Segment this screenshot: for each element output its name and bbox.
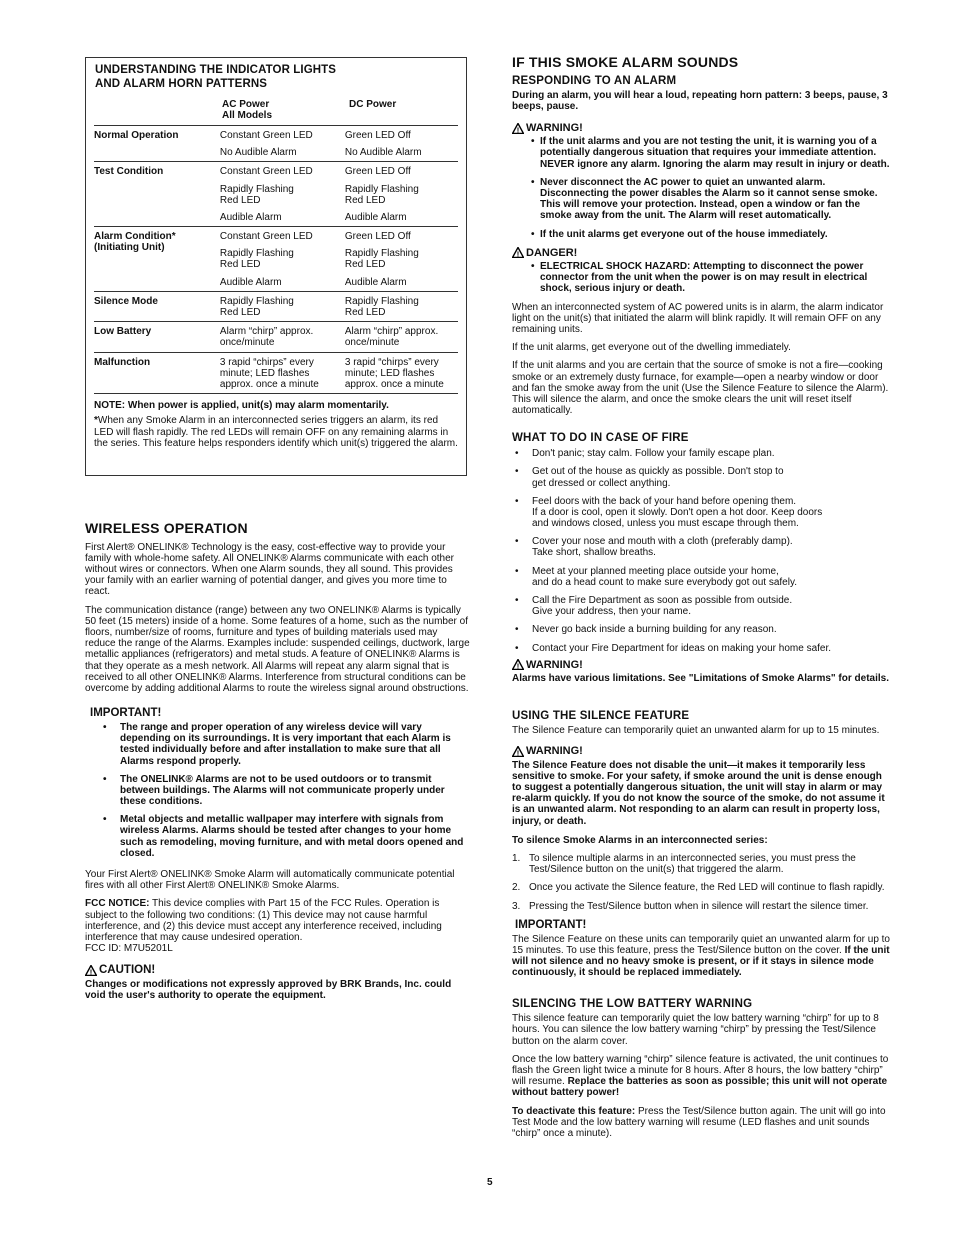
col-ac-power: AC Power All Models xyxy=(222,98,273,121)
ac-cell: Constant Green LED Rapidly Flashing Red LED Audible Alarm xyxy=(219,231,313,288)
silence-steps xyxy=(512,853,894,912)
ac-cell: Constant Green LED Rapidly Flashing Red LED Audible Alarm xyxy=(219,166,313,223)
list-item: • The range and proper operation of any wireless device will vary depending on its surroundings. It is very important that each Alarm is tested individually before and after installation to make sure that all Alarms respond properly. xyxy=(100,722,470,767)
wireless-p3: Your First Alert® ONELINK® Smoke Alarm will automatically communicate potential fires with all other First Alert® ONELINK® Smoke Alarms. xyxy=(85,869,455,892)
indicator-row xyxy=(94,352,458,394)
ac-cell: Rapidly Flashing Red LED xyxy=(219,295,294,319)
warning-icon xyxy=(512,659,524,670)
indicator-table-box xyxy=(85,57,467,476)
col-dc-power: DC Power xyxy=(349,98,397,110)
important-list xyxy=(100,722,470,859)
dc-cell: 3 rapid “chirps” every minute; LED flashes approx. once a minute xyxy=(344,356,444,390)
battery-p2: Once the low battery warning “chirp” silence feature is activated, the unit continues to flash the Green light twice a minute for 8 hours. After 8 hours, the low battery “chirp” will resume. Replace the batteries as soon as possible; this unit will not operate without battery power! xyxy=(512,1053,889,1099)
list-item: • Meet at your planned meeting place outside your home, and do a head count to make sure everybody got out safely. xyxy=(512,566,894,588)
important-label: IMPORTANT! xyxy=(90,707,162,720)
danger-list xyxy=(530,261,894,295)
indicator-row xyxy=(94,161,458,226)
important-label-2: IMPORTANT! xyxy=(515,918,587,931)
row-label: Silence Mode xyxy=(94,295,158,307)
row-label: Malfunction xyxy=(94,356,151,368)
wireless-p1: First Alert® ONELINK® Technology is the easy, cost-effective way to provide your family with whole-home safety. All ONELINK® Alarms communicate with each other without wires or connectors. When one Alarm sounds, they all sound. This provides your family with an earlier warning of potential danger, and gives you more time to react. xyxy=(85,541,454,598)
warning-icon xyxy=(512,746,524,757)
danger-icon xyxy=(512,247,524,258)
dc-cell: Alarm “chirp” approx. once/minute xyxy=(344,326,439,349)
svg-text:!: ! xyxy=(516,124,520,134)
list-item: • Feel doors with the back of your hand before opening them. If a door is cool, open it slowly. Don't open a hot door. Keep doors and windows closed, unless you must escape through them. xyxy=(512,496,894,530)
warning-icon xyxy=(512,123,524,134)
indicator-rows xyxy=(94,125,458,393)
battery-p3: To deactivate this feature: Press the Test/Silence button again. The unit will go into Test Mode and the low battery warning will resume (LED flashes and unit sounds “chirp” once a minute). xyxy=(512,1105,886,1139)
fcc-id: FCC ID: M7U5201L xyxy=(85,943,173,955)
fire-list xyxy=(512,448,894,654)
dc-cell: Green LED Off Rapidly Flashing Red LED Audible Alarm xyxy=(344,166,419,223)
sounds-intro: During an alarm, you will hear a loud, repeating horn pattern: 3 beeps, pause, 3 beeps, pause. xyxy=(512,89,888,112)
list-item: • Contact your Fire Department for ideas on making your home safer. xyxy=(512,643,894,654)
sounds-heading: IF THIS SMOKE ALARM SOUNDS xyxy=(512,54,739,70)
caution-text: Changes or modifications not expressly approved by BRK Brands, Inc. could void the user's authority to operate the equipment. xyxy=(85,979,452,1002)
list-item: • Cover your nose and mouth with a cloth (preferably damp). Take short, shallow breaths. xyxy=(512,536,894,558)
silence-intro: The Silence Feature can temporarily quiet an unwanted alarm for up to 15 minutes. xyxy=(512,725,880,737)
fire-heading: WHAT TO DO IN CASE OF FIRE xyxy=(512,432,689,445)
indicator-note: NOTE: When power is applied, unit(s) may alarm momentarily. *When any Smoke Alarm in an interconnected series triggers an alarm, its red LED will flash rapidly. The red LEDs will remain OFF on any remaining alarms in the series. This feature helps responders identify which unit(s) triggered the alarm. xyxy=(94,393,458,449)
silence-warning: The Silence Feature does not disable the unit—it makes it temporarily less sensitive to smoke. For your safety, if smoke around the unit is dense enough to suggest a potentially dangerous situation, the unit will stay in alarm or may re-alarm quickly. If you do not know the source of the smoke, do not assume it is an unwanted alarm. Not responding to an alarm can result in property loss, injury, or death. xyxy=(512,759,885,827)
silence-steps-label: To silence Smoke Alarms in an interconnected series: xyxy=(512,834,768,846)
indicator-row xyxy=(94,321,458,351)
ac-cell: Constant Green LED No Audible Alarm xyxy=(219,129,313,159)
list-item: • Metal objects and metallic wallpaper may interfere with signals from wireless Alarms. Alarms should be tested after changes to your home such as remodeling, moving furniture, and with metal doors opened and closed. xyxy=(100,814,470,859)
svg-text:!: ! xyxy=(89,967,93,977)
warning-label-2: ! WARNING! xyxy=(512,659,894,671)
wireless-p2: The communication distance (range) between any two ONELINK® Alarms is typically 50 feet (15 meters) inside of a home. Some features of a home, such as the number of floors, number/size of rooms, furniture and types of building materials used may reduce the range of the Alarms. Examples include: suspended ceilings, ductwork, large metallic appliances (refrigerators) and metal studs. A feature of ONELINK® Alarms is that they operate as a mesh network. All Alarms will repeat any alarm signal that is received to all other ONELINK® Alarms. Interference from structural conditions can be overcome by adding additional Alarms to route the wireless signal around obstructions. xyxy=(85,604,470,694)
list-item: • Get out of the house as quickly as possible. Don't stop to get dressed or collect anything. xyxy=(512,466,894,488)
list-item: • Call the Fire Department as soon as possible from outside. Give your address, then your name. xyxy=(512,595,894,617)
list-item: • If the unit alarms and you are not testing the unit, it is warning you of a potentially dangerous situation that requires your immediate attention. NEVER ignore any alarm. Ignoring the alarm may result in injury or death. xyxy=(530,136,894,170)
page-number: 5 xyxy=(487,1177,493,1188)
right-column xyxy=(512,55,894,1146)
wireless-heading: WIRELESS OPERATION xyxy=(85,520,248,536)
indicator-row xyxy=(94,125,458,161)
row-label: Normal Operation xyxy=(94,129,179,141)
warning-list xyxy=(530,136,894,240)
silence-important: The Silence Feature on these units can temporarily quiet an unwanted alarm for up to 15 minutes. To use this feature, press the Test/Silence button on the cover. If the unit will not silence and no heavy smoke is present, or if it stays in silence mode continuously, it should be replaced immediately. xyxy=(512,933,890,979)
indicator-header xyxy=(94,99,458,121)
caution-icon xyxy=(85,965,97,976)
ac-cell: Alarm “chirp” approx. once/minute xyxy=(219,326,314,349)
ac-cell: 3 rapid “chirps” every minute; LED flashes approx. once a minute xyxy=(219,356,319,390)
list-item: • Never disconnect the AC power to quiet an unwanted alarm. Disconnecting the power disables the Alarm so it cannot sense smoke. This will remove your protection. Instead, open a window or fan the smoke away from the unit. The Alarm will reset automatically. xyxy=(530,177,894,222)
caution-label: ! CAUTION! xyxy=(85,964,470,977)
dc-cell: Rapidly Flashing Red LED xyxy=(344,295,419,319)
battery-heading: SILENCING THE LOW BATTERY WARNING xyxy=(512,998,753,1011)
indicator-row xyxy=(94,291,458,321)
svg-text:!: ! xyxy=(516,249,520,259)
sounds-p3: If the unit alarms and you are certain that the source of smoke is not a fire—cooking smoke or an extremely dusty furnace, for example—open a nearby window or door and fan the smoke away from the unit (Use the Silence Feature to silence the Alarm). This will silence the alarm, and once the smoke clears the unit will reset itself automatically. xyxy=(512,360,889,417)
dc-cell: Green LED Off No Audible Alarm xyxy=(344,129,422,159)
list-item: • ELECTRICAL SHOCK HAZARD: Attempting to disconnect the power connector from the unit when the power is on may result in electrical shock, serious injury or death. xyxy=(530,261,894,295)
sounds-p2: If the unit alarms, get everyone out of the dwelling immediately. xyxy=(512,342,791,354)
warning-label-3: ! WARNING! xyxy=(512,745,894,757)
indicator-row xyxy=(94,226,458,291)
list-item: • Don't panic; stay calm. Follow your family escape plan. xyxy=(512,448,894,459)
fcc-notice: FCC NOTICE: This device complies with Part 15 of the FCC Rules. Operation is subject to the following two conditions: (1) This device may not cause harmful interference, and (2) this device must accept any interference received, including interference that may cause undesired operation. xyxy=(85,898,442,943)
svg-text:!: ! xyxy=(516,748,520,758)
warning-label-1: ! WARNING! xyxy=(512,122,894,134)
step-item: 1. To silence multiple alarms in an interconnected series, you must press the Test/Silence button on the unit(s) that triggered the alarm. xyxy=(512,852,856,876)
step-item: 3. Pressing the Test/Silence button when in silence will restart the silence timer. xyxy=(512,900,869,912)
row-label: Low Battery xyxy=(94,326,152,338)
fire-warning: Alarms have various limitations. See "Limitations of Smoke Alarms" for details. xyxy=(512,673,890,685)
row-label: Test Condition xyxy=(94,166,164,178)
silence-heading: USING THE SILENCE FEATURE xyxy=(512,710,690,723)
danger-label: ! DANGER! xyxy=(512,247,894,259)
battery-p1: This silence feature can temporarily quiet the low battery warning “chirp” for up to 8 hours. You can silence the low battery warning “chirp” by pressing the Test/Silence button on the alarm cover. xyxy=(512,1013,879,1047)
sounds-p1: When an interconnected system of AC powered units is in alarm, the alarm indicator light on the unit(s) that initiated the alarm will blink rapidly. It will remain OFF on any remaining units. xyxy=(512,301,884,335)
indicator-title: UNDERSTANDING THE INDICATOR LIGHTS AND ALARM HORN PATTERNS xyxy=(95,64,337,90)
list-item: • If the unit alarms get everyone out of the house immediately. xyxy=(530,229,894,240)
list-item: • The ONELINK® Alarms are not to be used outdoors or to transmit between buildings. The Alarms will not communicate properly under these conditions. xyxy=(100,774,470,808)
row-label: Alarm Condition* (Initiating Unit) xyxy=(94,231,176,254)
dc-cell: Green LED Off Rapidly Flashing Red LED Audible Alarm xyxy=(344,231,419,288)
step-item: 2. Once you activate the Silence feature, the Red LED will continue to flash rapidly. xyxy=(512,882,885,894)
svg-text:!: ! xyxy=(516,661,520,671)
list-item: • Never go back inside a burning building for any reason. xyxy=(512,624,894,635)
wireless-section xyxy=(85,521,470,1009)
responding-heading: RESPONDING TO AN ALARM xyxy=(512,74,677,87)
